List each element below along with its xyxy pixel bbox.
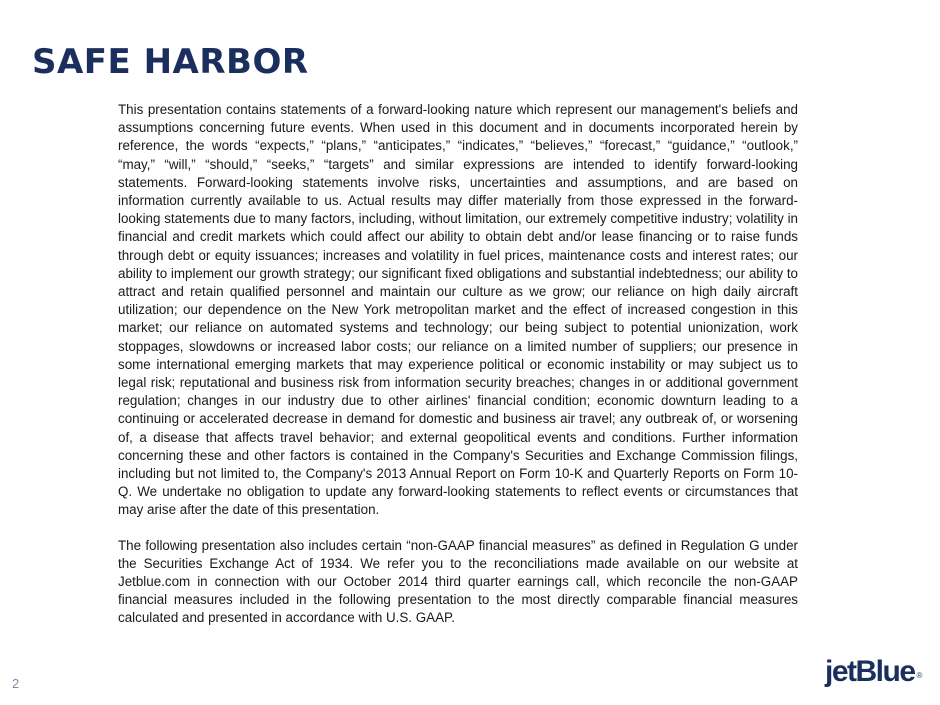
page-number: 2 <box>12 676 20 691</box>
slide-title: SAFE HARBOR <box>32 42 309 82</box>
logo-wordmark: jetBlue <box>825 655 915 688</box>
paragraph-non-gaap: The following presentation also includes certain “non-GAAP financial measures” as defined in Regulation G under the Securities Exchange Act of 1934. We refer you to the reconciliations made available on our website at Jetblue.com in connection with our October 2014 third quarter earnings call, which reconcile the non-GAAP financial measures included in the following presentation to the most directly comparable financial measures calculated and presented in accordance with U.S. GAAP. <box>118 537 798 626</box>
registered-mark: ® <box>916 671 923 680</box>
paragraph-forward-looking: This presentation contains statements of a forward-looking nature which represent our management's beliefs and assumptions concerning future events. When used in this document and in documents incorporated herein by reference, the words “expects,” “plans,” “anticipates,” “indicates,” “believes,” “forecast,” “guidance,” “outlook,” “may,” “will,” “should,” “seeks,” “targets” and similar expressions are intended to identify forward-looking statements. Forward-looking statements involve risks, uncertainties and assumptions, and are based on information currently available to us. Actual results may differ materially from those expressed in the forward-looking statements due to many factors, including, without limitation, our extremely competitive industry; volatility in financial and credit markets which could affect our ability to obtain debt and/or lease financing or to raise funds through debt or equity issuances; increases and volatility in fuel prices, maintenance costs and interest rates; our ability to implement our growth strategy; our significant fixed obligations and substantial indebtedness; our ability to attract and retain qualified personnel and maintain our culture as we grow; our reliance on high daily aircraft utilization; our dependence on the New York metropolitan market and the effect of increased congestion in this market; our reliance on automated systems and technology; our being subject to potential unionization, work stoppages, slowdowns or increased labor costs; our reliance on a limited number of suppliers; our presence in some international emerging markets that may experience political or economic instability or may subject us to legal risk; reputational and business risk from information security breaches; changes in or additional government regulation; changes in our industry due to other airlines' financial condition; economic downturn leading to a continuing or accelerated decrease in demand for domestic and business air travel; any outbreak of, or worsening of, a disease that affects travel behavior; and external geopolitical events and conditions. Further information concerning these and other factors is contained in the Company's Securities and Exchange Commission filings, including but not limited to, the Company's 2013 Annual Report on Form 10-K and Quarterly Reports on Form 10-Q. We undertake no obligation to update any forward-looking statements to reflect events or circumstances that may arise after the date of this presentation. <box>118 102 798 518</box>
safe-harbor-statement <box>118 101 798 628</box>
jetblue-logo <box>825 654 922 690</box>
